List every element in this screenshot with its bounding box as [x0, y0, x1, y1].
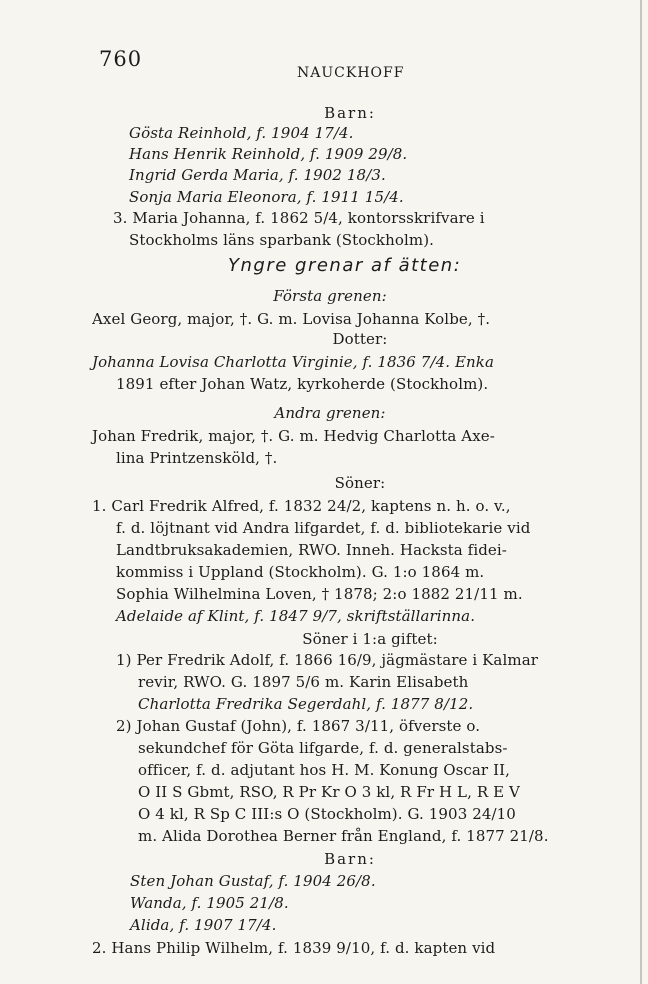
entry-line: Alida, f. 1907 17/4.	[130, 916, 277, 934]
entry-line: Charlotta Fredrika Segerdahl, f. 1877 8/12.	[138, 695, 474, 713]
entry-line: 1) Per Fredrik Adolf, f. 1866 16/9, jägmästare i Kalmar	[116, 651, 539, 669]
entry-line: Johanna Lovisa Charlotta Virginie, f. 1836 7/4. Enka	[92, 353, 495, 371]
entry-line: 1. Carl Fredrik Alfred, f. 1832 24/2, kaptens n. h. o. v.,	[92, 497, 511, 515]
branch-heading: Första grenen:	[273, 287, 387, 305]
entry-line: officer, f. d. adjutant hos H. M. Konung Oscar II,	[138, 761, 510, 779]
entry-line: Hans Henrik Reinhold, f. 1909 29/8.	[129, 145, 408, 163]
running-title: NAUCKHOFF	[297, 65, 405, 81]
entry-line: kommiss i Uppland (Stockholm). G. 1:o 1864 m.	[116, 563, 485, 581]
branch-heading: Andra grenen:	[274, 404, 386, 422]
entry-line: revir, RWO. G. 1897 5/6 m. Karin Elisabeth	[138, 673, 469, 691]
entry-line: Gösta Reinhold, f. 1904 17/4.	[129, 124, 354, 142]
entry-line: Johan Fredrik, major, †. G. m. Hedvig Charlotta Axe-	[92, 427, 495, 445]
entry-line: Ingrid Gerda Maria, f. 1902 18/3.	[129, 166, 386, 184]
page-number: 760	[99, 47, 143, 71]
soner-subheading: Söner i 1:a giftet:	[302, 630, 438, 648]
entry-line: Adelaide af Klint, f. 1847 9/7, skriftställarinna.	[116, 607, 476, 625]
dotter-heading: Dotter:	[332, 330, 388, 348]
page-edge-divider	[640, 0, 642, 984]
entry-line: Stockholms läns sparbank (Stockholm).	[129, 231, 435, 249]
section-heading: Yngre grenar af ätten:	[228, 255, 462, 276]
entry-line: Landtbruksakademien, RWO. Inneh. Hacksta fidei-	[116, 541, 507, 559]
entry-line: Sophia Wilhelmina Loven, † 1878; 2:o 1882 21/11 m.	[116, 585, 523, 603]
entry-line: lina Printzensköld, †.	[116, 449, 278, 467]
entry-line: O II S Gbmt, RSO, R Pr Kr O 3 kl, R Fr H L, R E V	[138, 783, 520, 801]
entry-line: Sten Johan Gustaf, f. 1904 26/8.	[130, 872, 376, 890]
entry-line: 2) Johan Gustaf (John), f. 1867 3/11, öfverste o.	[116, 717, 481, 735]
entry-line: sekundchef för Göta lifgarde, f. d. generalstabs-	[138, 739, 508, 757]
entry-line: O 4 kl, R Sp C III:s O (Stockholm). G. 1903 24/10	[138, 805, 516, 823]
barn-heading: Barn:	[324, 104, 376, 122]
entry-line: 1891 efter Johan Watz, kyrkoherde (Stockholm).	[116, 375, 489, 393]
entry-line: Sonja Maria Eleonora, f. 1911 15/4.	[129, 188, 404, 206]
entry-line: Axel Georg, major, †. G. m. Lovisa Johanna Kolbe, †.	[92, 310, 491, 328]
entry-line: m. Alida Dorothea Berner från England, f. 1877 21/8.	[138, 827, 549, 845]
entry-line: 3. Maria Johanna, f. 1862 5/4, kontorsskrifvare i	[113, 209, 485, 227]
entry-line: Wanda, f. 1905 21/8.	[130, 894, 289, 912]
entry-line: f. d. löjtnant vid Andra lifgardet, f. d. bibliotekarie vid	[116, 519, 531, 537]
soner-heading: Söner:	[334, 474, 386, 492]
barn-heading: Barn:	[324, 850, 376, 868]
entry-line: 2. Hans Philip Wilhelm, f. 1839 9/10, f. d. kapten vid	[92, 939, 496, 957]
